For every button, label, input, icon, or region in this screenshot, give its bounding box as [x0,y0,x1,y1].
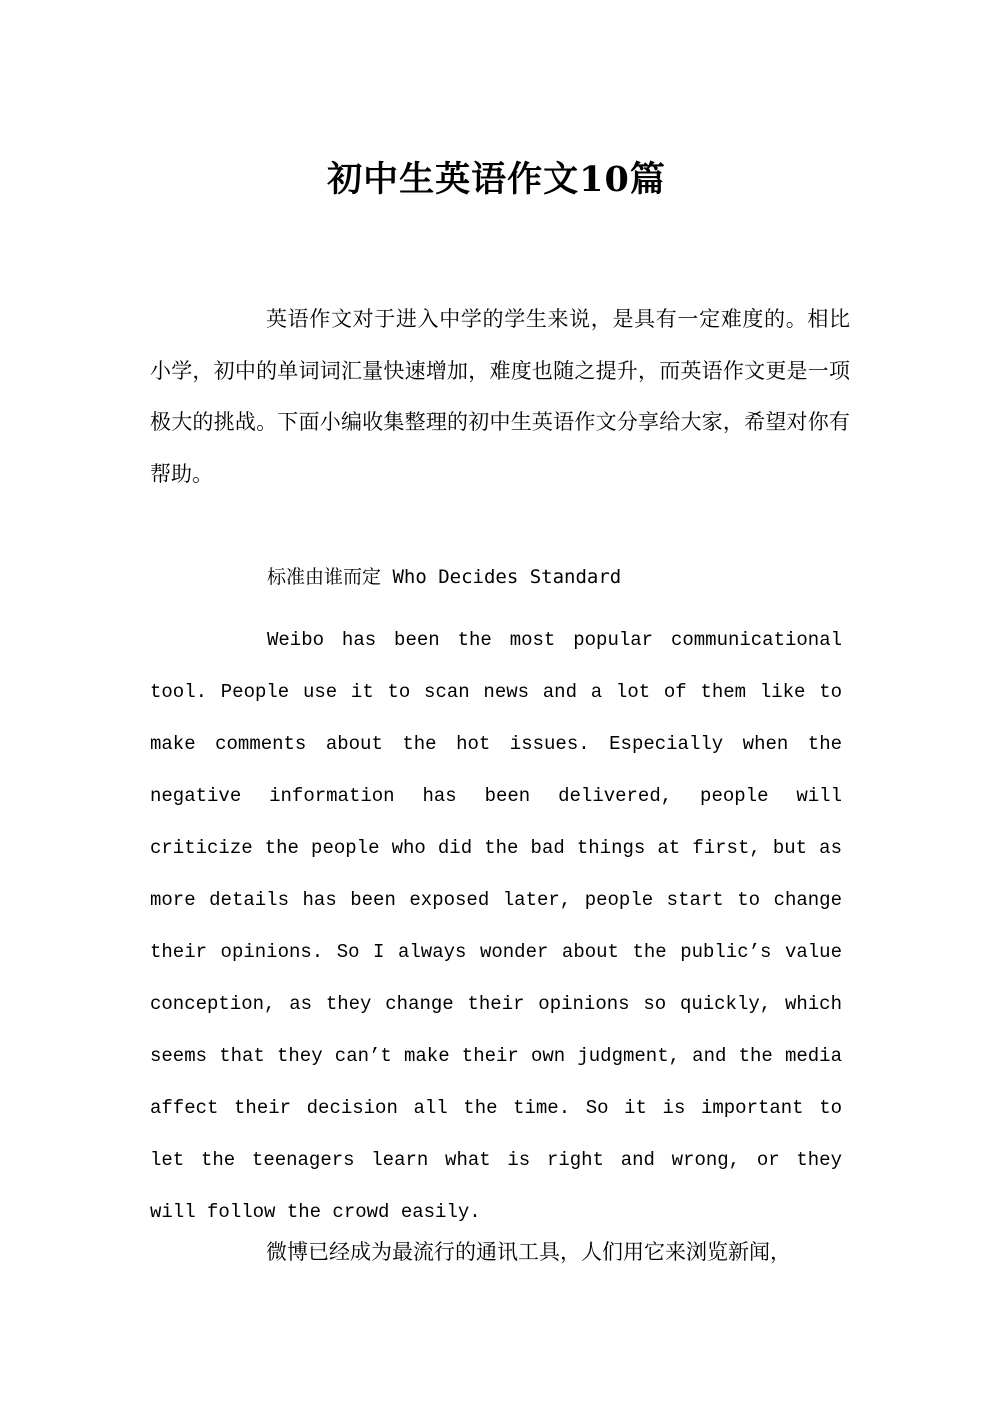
essay-body-english: Weibo has been the most popular communicational tool. People use it to scan news and a lot of them like to make comments about the hot issues. Especially when the negative information has been delivered, people will criticize the people who did the bad things at first, but as more details has been exposed later, people start to change their opinions. So I always wonder about the public’s value conception, as they change their opinions so quickly, which seems that they can’t make their own judgment, and the media affect their decision all the time. So it is important to let the teenagers learn what is right and wrong, or they will follow the crowd easily. [150,629,842,1223]
essay-translation-paragraph: 微博已经成为最流行的通讯工具，人们用它来浏览新闻， [266,1240,791,1264]
document-title: 初中生英语作文10篇 [327,159,666,200]
intro-paragraph: 英语作文对于进入中学的学生来说，是具有一定难度的。相比小学，初中的单词词汇量快速增加，难度也随之提升，而英语作文更是一项极大的挑战。下面小编收集整理的初中生英语作文分享给大家，希望对你有帮助。 [150,307,850,486]
essay-title: 标准由谁而定 Who Decides Standard [267,566,622,588]
